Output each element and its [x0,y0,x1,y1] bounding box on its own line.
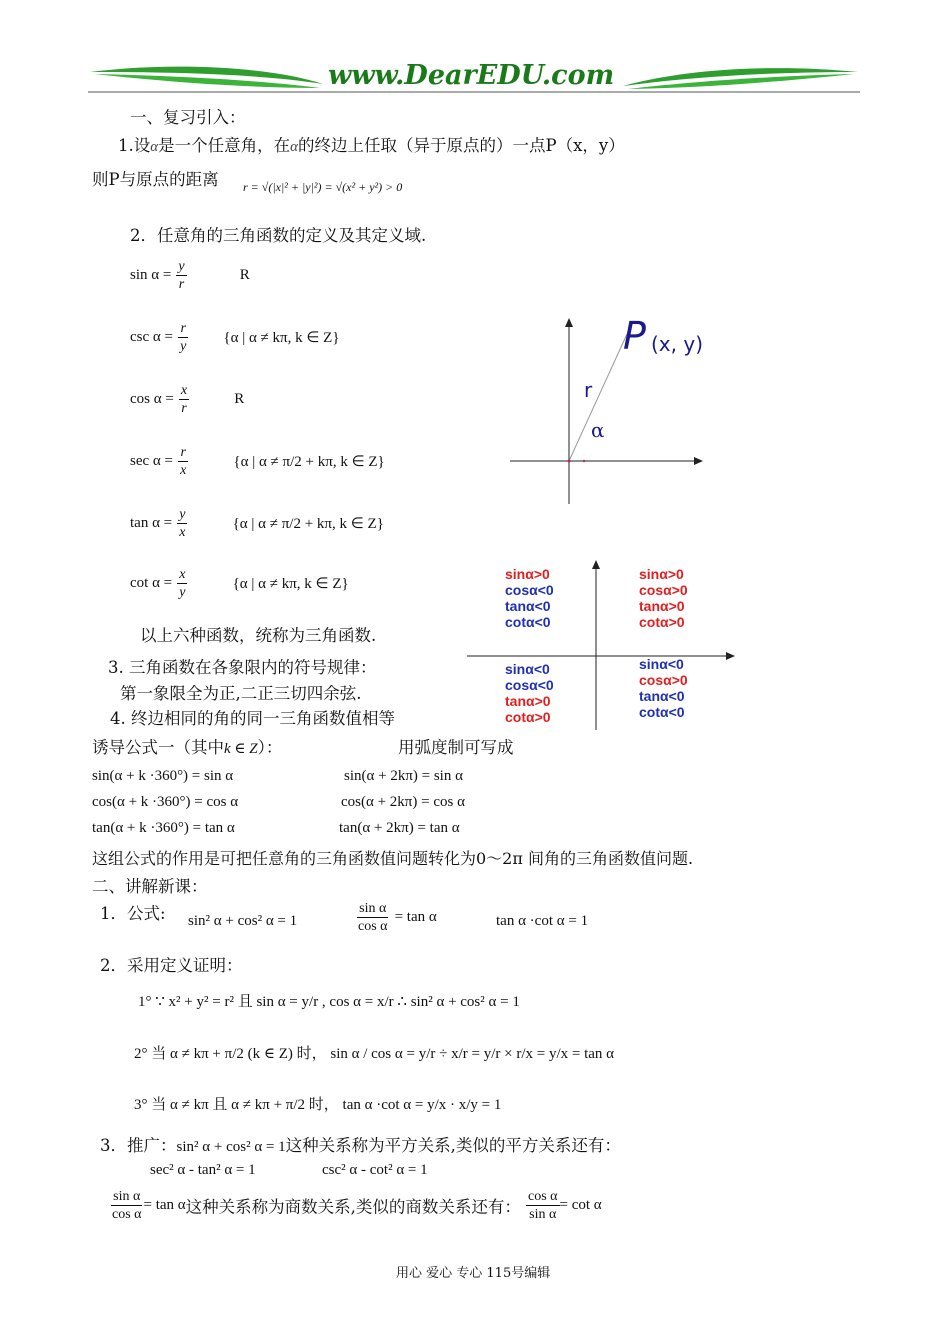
q3-tan: tanα>0 [505,693,551,709]
para-1: 1.设α是一个任意角，在α的终边上任取（异于原点的）一点P（x，y） [118,136,625,155]
q3-sin: sinα<0 [505,661,550,677]
proof-2: 2° 当 α ≠ kπ + π/2 (k ∈ Z) 时， sin α / cos α = y/r ÷ x/r = y/r × r/x = y/x = tan α [134,1046,615,1062]
q2-tan: tanα<0 [505,598,551,614]
def-frac: $\frac{r}{y}$ [180,321,187,354]
q-rhs: = tan α [143,1197,186,1213]
def-fn: cos α = [130,391,174,407]
q1-sin: sinα>0 [639,566,684,582]
angle-label: α [591,418,605,442]
q2-frac: $\frac{\text{cos α}}{\text{sin α}}$ [528,1189,558,1222]
def-domain: R [239,267,250,283]
def-domain: {α | α ≠ kπ, k ∈ Z} [232,576,349,592]
def-fn: cot α = [130,575,173,591]
item-3: 3. 三角函数在各象限内的符号规律： [108,658,377,677]
formula-rad-2: cos(α + 2kπ) = cos α [341,794,465,810]
q4-sin: sinα<0 [639,656,684,672]
y-axis-arrow [565,318,573,327]
radian-note: 用弧度制可写成 [398,738,514,757]
def-sec [130,444,385,479]
item-4: 4. 终边相同的角的同一三角函数值相等 [110,709,395,728]
q-y-axis-arrow [592,560,600,569]
item-2: 2．采用定义证明： [100,956,243,975]
x-axis-arrow [694,457,703,465]
def-fn: sec α = [130,453,173,469]
p1-b: 是一个任意角，在 [158,136,291,155]
q2-rhs: = cot α [559,1197,602,1213]
def-fn: tan α = [130,515,173,531]
header-banner [88,58,860,98]
point-coords-label: (x, y) [651,332,703,356]
q4-tan: tanα<0 [639,688,685,704]
item-3-line [100,1132,621,1156]
def-csc [130,320,340,355]
q-x-axis-arrow [726,652,735,660]
q-frac: $\frac{\text{sin α}}{\text{cos α}}$ [112,1189,142,1222]
proof-1: 1° ∵ x² + y² = r² 且 sin α = y/r , cos α = x/r ∴ sin² α + cos² α = 1 [138,994,520,1010]
def-tan [130,506,384,541]
formula-deg-2: cos(α + k ·360°) = cos α [92,794,239,810]
def-frac: $\frac{x}{r}$ [180,383,188,416]
def-cot [130,566,349,601]
item-3-b: 这种关系称为平方关系,类似的平方关系还有： [285,1136,621,1155]
section2-title: 二、讲解新课： [92,877,208,896]
induction-b: ）： [257,738,283,757]
formula-deg-1: sin(α + k ·360°) = sin α [92,768,234,784]
proof-3: 3° 当 α ≠ kπ 且 α ≠ kπ + π/2 时， tan α ·cot α = y/x · x/y = 1 [134,1097,502,1113]
p1-a: 1.设 [118,136,151,155]
quadrant-sign-chart [465,558,745,733]
square-relation-1: sec² α - tan² α = 1 [150,1162,256,1178]
tick-dot [583,460,585,462]
formula-f2 [356,900,437,935]
formula-rad-3: tan(α + 2kπ) = tan α [339,820,460,836]
f2-rhs: = tan α [394,909,437,925]
purpose-note: 这组公式的作用是可把任意角的三角函数值问题转化为0～2π 间角的三角函数值问题. [92,849,694,868]
square-relation-2: csc² α - cot² α = 1 [322,1162,428,1178]
def-domain: {α | α ≠ kπ, k ∈ Z} [223,330,340,346]
quadrant-1-signs [639,566,688,630]
definitions-title: 2．任意角的三角函数的定义及其定义域. [130,226,427,245]
def-sin [130,258,250,293]
def-frac: $\frac{y}{x}$ [179,507,186,540]
quadrant-2-signs [505,566,554,630]
def-frac: $\frac{x}{y}$ [179,567,186,600]
radius-label: r [584,378,593,402]
point-p-label: P [623,314,646,358]
item-1-line [100,900,166,924]
item-3-a: 3．推广： [100,1136,177,1155]
q1-cos: cosα>0 [639,582,688,598]
def-fn: csc α = [130,329,173,345]
section1-title: 一、复习引入： [130,108,246,127]
q3-cos: cosα<0 [505,677,554,693]
quotient-text: 这种关系称为商数关系,类似的商数关系还有： [185,1197,521,1217]
f2-frac: $\frac{\text{sin α}}{\text{cos α}}$ [358,901,388,934]
item-1: 1．公式: [100,904,166,923]
def-frac: $\frac{y}{r}$ [178,259,185,292]
quotient-line [110,1188,602,1223]
induction-a: 诱导公式一（其中 [92,738,224,757]
unit-circle-diagram [505,312,720,512]
site-name: www.DearEDU.com [328,60,615,91]
distance-formula: r = √(|x|² + |y|²) = √(x² + y²) > 0 [243,180,403,194]
quadrant-4-signs [639,656,688,720]
p2-a: 则P与原点的距离 [92,170,219,189]
def-domain: R [234,391,245,407]
q3-cot: cotα>0 [505,709,551,725]
def-domain: {α | α ≠ π/2 + kπ, k ∈ Z} [232,516,384,532]
q1-tan: tanα>0 [639,598,685,614]
six-functions-note: 以上六种函数，统称为三角函数. [140,626,377,645]
formula-deg-3: tan(α + k ·360°) = tan α [92,820,235,836]
q4-cos: cosα>0 [639,672,688,688]
q1-cot: cotα>0 [639,614,685,630]
def-domain: {α | α ≠ π/2 + kπ, k ∈ Z} [233,454,385,470]
sign-rule: 第一象限全为正,二正三切四余弦. [120,684,362,703]
para-2 [92,166,219,190]
q4-cot: cotα<0 [639,704,685,720]
induction-k: k ∈ Z [224,741,258,757]
origin-dot [568,460,571,463]
q2-sin: sinα>0 [505,566,550,582]
def-frac: $\frac{r}{x}$ [180,445,187,478]
induction-line [92,734,282,758]
q2-cot: cotα<0 [505,614,551,630]
quadrant-3-signs [505,661,554,725]
page-footer: 用心 爱心 专心 115号编辑 [396,1266,551,1281]
formula-f1: sin² α + cos² α = 1 [188,913,298,929]
p1-c: 的终边上任取（异于原点的）一点P（x，y） [298,136,625,155]
item-3-formula: sin² α + cos² α = 1 [176,1139,286,1155]
q2-cos: cosα<0 [505,582,554,598]
formula-rad-1: sin(α + 2kπ) = sin α [344,768,463,784]
def-cos [130,382,244,417]
right-swoosh-2 [628,74,854,89]
def-fn: sin α = [130,267,172,283]
formula-f3: tan α ·cot α = 1 [496,913,589,929]
